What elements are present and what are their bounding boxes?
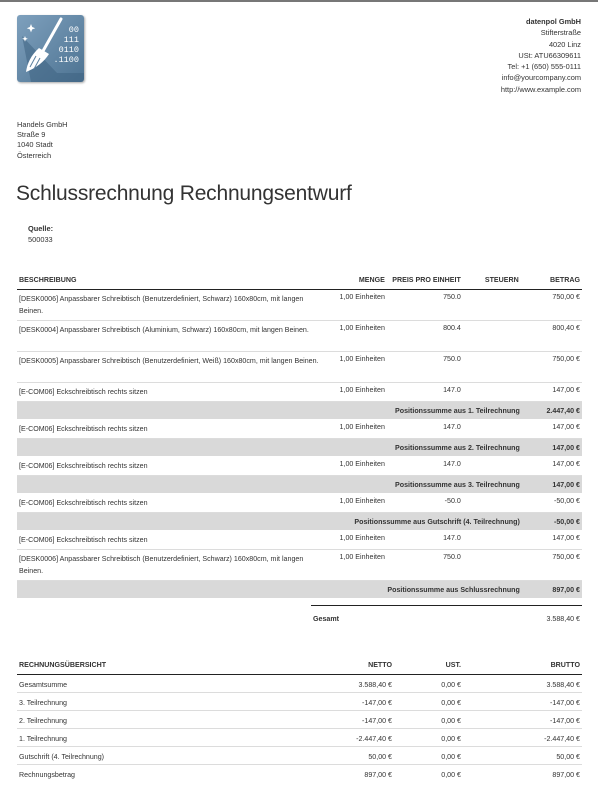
line-quantity: 1,00 Einheiten xyxy=(327,494,389,513)
summary-gross: 50,00 € xyxy=(463,747,582,765)
subtotal-row xyxy=(17,439,582,457)
summary-row xyxy=(17,675,582,693)
summary-row xyxy=(17,693,582,711)
line-quantity: 1,00 Einheiten xyxy=(327,550,389,581)
subtotal-amount: 2.447,40 € xyxy=(522,402,582,420)
table-row xyxy=(17,383,582,402)
table-row xyxy=(17,494,582,513)
customer-name: Handels GmbH xyxy=(17,120,68,129)
company-vat: USt: ATU66309611 xyxy=(518,50,581,60)
line-taxes xyxy=(463,290,522,321)
line-amount: 147,00 € xyxy=(522,457,582,476)
line-unit-price: 750.0 xyxy=(389,290,463,321)
table-row xyxy=(17,321,582,352)
subtotal-amount: 897,00 € xyxy=(522,581,582,599)
summary-row xyxy=(17,711,582,729)
summary-final-gross: 897,00 € xyxy=(463,765,582,783)
summary-label: 3. Teilrechnung xyxy=(17,693,282,711)
logo-binary-line: 0110 xyxy=(58,45,79,55)
invoice-summary-table xyxy=(17,660,582,782)
subtotal-amount: -50,00 € xyxy=(522,513,582,531)
line-description: [DESK0006] Anpassbarer Schreibtisch (Benutzerdefiniert, Schwarz) 160x80cm, mit langen Beinen. xyxy=(17,550,327,581)
summary-header xyxy=(17,660,582,675)
subtotal-row xyxy=(17,513,582,531)
total-value: 3.588,40 € xyxy=(546,615,580,623)
summary-label: Gutschrift (4. Teilrechnung) xyxy=(17,747,282,765)
line-quantity: 1,00 Einheiten xyxy=(327,531,389,550)
line-taxes xyxy=(463,352,522,383)
invoice-total xyxy=(311,605,582,625)
line-quantity: 1,00 Einheiten xyxy=(327,321,389,352)
line-quantity: 1,00 Einheiten xyxy=(327,352,389,383)
customer-address xyxy=(17,120,68,161)
total-row xyxy=(311,606,582,626)
logo-binary-line: .1100 xyxy=(53,55,79,65)
table-row xyxy=(17,457,582,476)
summary-header-tax: UST. xyxy=(394,660,463,675)
company-address xyxy=(501,16,581,95)
line-description: [E-COM06] Eckschreibtisch rechts sitzen xyxy=(17,531,327,550)
summary-net: -2.447,40 € xyxy=(282,729,394,747)
binary-broom-icon xyxy=(17,15,84,82)
line-unit-price: 800.4 xyxy=(389,321,463,352)
line-unit-price: -50.0 xyxy=(389,494,463,513)
subtotal-label: Positionssumme aus 2. Teilrechnung xyxy=(17,439,522,457)
customer-street: Straße 9 xyxy=(17,130,46,140)
line-amount: -50,00 € xyxy=(522,494,582,513)
summary-net: -147,00 € xyxy=(282,711,394,729)
table-row xyxy=(17,290,582,321)
line-quantity: 1,00 Einheiten xyxy=(327,420,389,439)
line-description: [E-COM06] Eckschreibtisch rechts sitzen xyxy=(17,494,327,513)
line-unit-price: 147.0 xyxy=(389,383,463,402)
customer-city: 1040 Stadt xyxy=(17,140,53,150)
summary-final-tax: 0,00 € xyxy=(394,765,463,783)
header-taxes: STEUERN xyxy=(463,275,522,290)
summary-net: 50,00 € xyxy=(282,747,394,765)
company-city: 4020 Linz xyxy=(548,39,581,49)
company-logo xyxy=(17,15,84,82)
header-amount: BETRAG xyxy=(522,275,582,290)
line-amount: 147,00 € xyxy=(522,383,582,402)
summary-tax: 0,00 € xyxy=(394,693,463,711)
line-unit-price: 147.0 xyxy=(389,420,463,439)
customer-country: Österreich xyxy=(17,150,52,160)
line-description: [E-COM06] Eckschreibtisch rechts sitzen xyxy=(17,457,327,476)
summary-gross: -147,00 € xyxy=(463,693,582,711)
line-description: [DESK0005] Anpassbarer Schreibtisch (Benutzerdefiniert, Weiß) 160x80cm, mit langen Beinen. xyxy=(17,352,327,383)
summary-tax: 0,00 € xyxy=(394,711,463,729)
line-description: [E-COM06] Eckschreibtisch rechts sitzen xyxy=(17,383,327,402)
company-street: Stifterstraße xyxy=(540,28,581,38)
invoice-lines-header xyxy=(17,275,582,290)
summary-gross: -2.447,40 € xyxy=(463,729,582,747)
line-quantity: 1,00 Einheiten xyxy=(327,290,389,321)
header-quantity: MENGE xyxy=(327,275,389,290)
logo-binary-line: 111 xyxy=(63,35,79,45)
source-info xyxy=(28,224,53,245)
line-amount: 147,00 € xyxy=(522,420,582,439)
summary-header-label: RECHNUNGSÜBERSICHT xyxy=(17,660,282,675)
table-row xyxy=(17,352,582,383)
line-taxes xyxy=(463,457,522,476)
subtotal-amount: 147,00 € xyxy=(522,439,582,457)
summary-tax: 0,00 € xyxy=(394,675,463,693)
table-row xyxy=(17,550,582,581)
company-website: http://www.example.com xyxy=(500,84,581,94)
line-quantity: 1,00 Einheiten xyxy=(327,383,389,402)
subtotal-row xyxy=(17,581,582,599)
summary-final-label: Rechnungsbetrag xyxy=(17,765,282,783)
line-amount: 800,40 € xyxy=(522,321,582,352)
line-taxes xyxy=(463,531,522,550)
line-taxes xyxy=(463,321,522,352)
summary-gross: -147,00 € xyxy=(463,711,582,729)
summary-net: -147,00 € xyxy=(282,693,394,711)
summary-tax: 0,00 € xyxy=(394,729,463,747)
line-amount: 750,00 € xyxy=(522,550,582,581)
page-title: Schlussrechnung Rechnungsentwurf xyxy=(16,182,352,206)
summary-gross: 3.588,40 € xyxy=(463,675,582,693)
summary-label: Gesamtsumme xyxy=(17,675,282,693)
page-top-border xyxy=(0,0,598,2)
company-phone: Tel: +1 (650) 555-0111 xyxy=(507,62,581,72)
summary-final-net: 897,00 € xyxy=(282,765,394,783)
header-unit-price: PREIS PRO EINHEIT xyxy=(389,275,463,290)
line-description: [DESK0004] Anpassbarer Schreibtisch (Aluminium, Schwarz) 160x80cm, mit langen Beinen. xyxy=(17,321,327,352)
subtotal-row xyxy=(17,402,582,420)
summary-row xyxy=(17,729,582,747)
summary-net: 3.588,40 € xyxy=(282,675,394,693)
table-row xyxy=(17,420,582,439)
line-quantity: 1,00 Einheiten xyxy=(327,457,389,476)
subtotal-label: Positionssumme aus 1. Teilrechnung xyxy=(17,402,522,420)
invoice-lines-table xyxy=(17,275,582,599)
company-email: info@yourcompany.com xyxy=(501,73,581,83)
line-taxes xyxy=(463,420,522,439)
summary-final-row xyxy=(17,765,582,783)
line-description: [E-COM06] Eckschreibtisch rechts sitzen xyxy=(17,420,327,439)
line-taxes xyxy=(463,550,522,581)
summary-label: 1. Teilrechnung xyxy=(17,729,282,747)
company-name: datenpol GmbH xyxy=(525,17,581,26)
subtotal-label: Positionssumme aus Gutschrift (4. Teilrechnung) xyxy=(17,513,522,531)
summary-tax: 0,00 € xyxy=(394,747,463,765)
subtotal-label: Positionssumme aus 3. Teilrechnung xyxy=(17,476,522,494)
line-amount: 750,00 € xyxy=(522,290,582,321)
source-label: Quelle: xyxy=(28,224,54,233)
table-row xyxy=(17,531,582,550)
summary-row xyxy=(17,747,582,765)
line-taxes xyxy=(463,494,522,513)
line-unit-price: 147.0 xyxy=(389,457,463,476)
line-unit-price: 750.0 xyxy=(389,352,463,383)
line-unit-price: 147.0 xyxy=(389,531,463,550)
subtotal-amount: 147,00 € xyxy=(522,476,582,494)
line-description: [DESK0006] Anpassbarer Schreibtisch (Benutzerdefiniert, Schwarz) 160x80cm, mit langen Beinen. xyxy=(17,290,327,321)
subtotal-label: Positionssumme aus Schlussrechnung xyxy=(17,581,522,599)
header-description: BESCHREIBUNG xyxy=(17,275,327,290)
line-unit-price: 750.0 xyxy=(389,550,463,581)
logo-binary-line: 00 xyxy=(68,25,79,35)
line-amount: 750,00 € xyxy=(522,352,582,383)
source-value: 500033 xyxy=(28,234,53,244)
line-taxes xyxy=(463,383,522,402)
summary-header-net: NETTO xyxy=(282,660,394,675)
summary-header-gross: BRUTTO xyxy=(463,660,582,675)
total-label: Gesamt xyxy=(313,615,340,623)
subtotal-row xyxy=(17,476,582,494)
summary-label: 2. Teilrechnung xyxy=(17,711,282,729)
line-amount: 147,00 € xyxy=(522,531,582,550)
